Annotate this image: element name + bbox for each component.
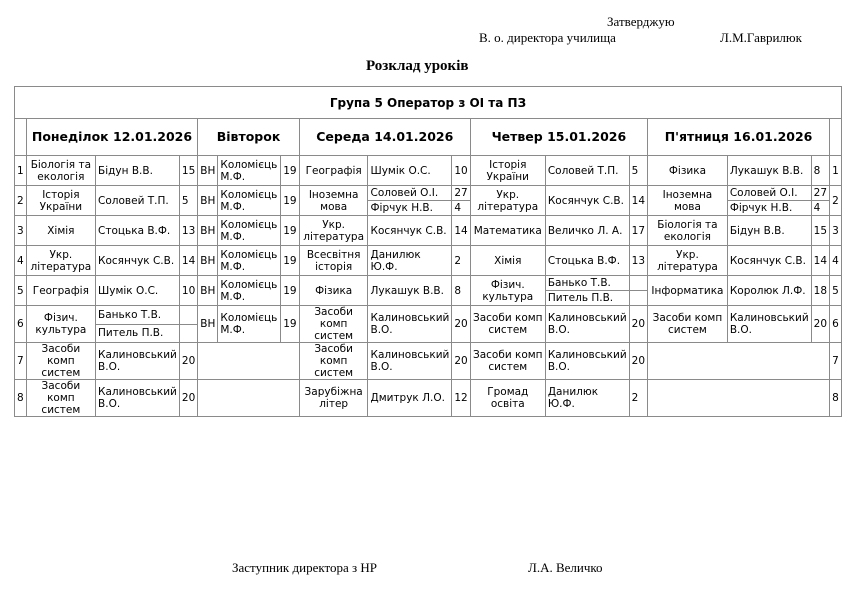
wed-room: 27 <box>452 186 470 201</box>
lesson-number: 6 <box>15 306 27 343</box>
thu-teacher: Калиновський В.О. <box>545 343 629 380</box>
lesson-number-right: 5 <box>830 276 842 306</box>
lesson-number-right: 7 <box>830 343 842 380</box>
lesson-number: 7 <box>15 343 27 380</box>
thu-subject: Історія України <box>470 156 545 186</box>
thu-teacher: Данилюк Ю.Ф. <box>545 380 629 417</box>
day-header-wednesday: Середа 14.01.2026 <box>299 119 470 156</box>
wed-room: 2 <box>452 246 470 276</box>
mon-subject: Укр. література <box>26 246 95 276</box>
wed-teacher-2: Фірчук Н.В. <box>368 201 452 216</box>
wed-subject: Засоби комп систем <box>299 343 368 380</box>
mon-teacher: Стоцька В.Ф. <box>96 216 180 246</box>
footer-name: Л.А. Величко <box>528 560 603 575</box>
day-header-tuesday: Вівторок <box>198 119 300 156</box>
thu-teacher: Соловей Т.П. <box>545 156 629 186</box>
wed-teacher: Косянчук С.В. <box>368 216 452 246</box>
mon-teacher-2: Питель П.В. <box>96 324 180 343</box>
fri-room: 15 <box>811 216 829 246</box>
tuesday-room: 19 <box>281 276 300 306</box>
mon-teacher: Косянчук С.В. <box>96 246 180 276</box>
corner-cell-right <box>830 119 842 156</box>
page-title: Розклад уроків <box>366 58 469 74</box>
wed-room: 20 <box>452 343 470 380</box>
fri-subject: Укр. література <box>648 246 728 276</box>
mon-subject: Географія <box>26 276 95 306</box>
mon-room: 5 <box>179 186 197 216</box>
wed-subject: Укр. література <box>299 216 368 246</box>
lesson-row <box>15 246 842 276</box>
mon-teacher: Калиновський В.О. <box>96 380 180 417</box>
thu-teacher: Банько Т.В. <box>545 276 629 291</box>
mon-room: 10 <box>179 276 197 306</box>
wed-teacher: Шумік О.С. <box>368 156 452 186</box>
mon-room: 14 <box>179 246 197 276</box>
thu-room: 17 <box>629 216 647 246</box>
mon-subject: Фізич. культура <box>26 306 95 343</box>
thu-subject: Укр. література <box>470 186 545 216</box>
lesson-number-right: 4 <box>830 246 842 276</box>
lesson-row <box>15 156 842 186</box>
fri-subject: Інформатика <box>648 276 728 306</box>
day-header-thursday: Четвер 15.01.2026 <box>470 119 647 156</box>
wed-room-2: 4 <box>452 201 470 216</box>
thu-room: 20 <box>629 306 647 343</box>
day-header-monday: Понеділок 12.01.2026 <box>26 119 198 156</box>
lesson-number: 5 <box>15 276 27 306</box>
wed-subject: Всесвітня історія <box>299 246 368 276</box>
fri-teacher: Калиновський В.О. <box>727 306 811 343</box>
fri-teacher: Королюк Л.Ф. <box>727 276 811 306</box>
mon-room: 13 <box>179 216 197 246</box>
mon-teacher: Банько Т.В. <box>96 306 180 325</box>
wed-teacher: Калиновський В.О. <box>368 306 452 343</box>
empty-cell <box>198 380 300 417</box>
mon-subject: Засоби комп систем <box>26 380 95 417</box>
wed-subject: Географія <box>299 156 368 186</box>
tuesday-teacher: Коломієць М.Ф. <box>218 156 281 186</box>
lesson-number: 2 <box>15 186 27 216</box>
fri-subject: Біологія та екологія <box>648 216 728 246</box>
mon-teacher: Калиновський В.О. <box>96 343 180 380</box>
tuesday-teacher: Коломієць М.Ф. <box>218 246 281 276</box>
fri-room: 14 <box>811 246 829 276</box>
director-role: В. о. директора училища <box>479 30 616 45</box>
fri-teacher: Соловей О.І. <box>727 186 811 201</box>
thu-subject: Громад освіта <box>470 380 545 417</box>
tuesday-room: 19 <box>281 156 300 186</box>
mon-subject: Засоби комп систем <box>26 343 95 380</box>
thu-subject: Засоби комп систем <box>470 306 545 343</box>
mon-room-2 <box>179 324 197 343</box>
tuesday-room: 19 <box>281 186 300 216</box>
thu-room: 5 <box>629 156 647 186</box>
wed-room: 10 <box>452 156 470 186</box>
lesson-row <box>15 343 842 380</box>
approval-label: Затверджую <box>607 14 675 29</box>
tuesday-teacher: Коломієць М.Ф. <box>218 216 281 246</box>
lesson-number: 3 <box>15 216 27 246</box>
mon-teacher: Соловей Т.П. <box>96 186 180 216</box>
fri-teacher: Косянчук С.В. <box>727 246 811 276</box>
fri-teacher: Бідун В.В. <box>727 216 811 246</box>
fri-room: 27 <box>811 186 829 201</box>
fri-teacher: Лукашук В.В. <box>727 156 811 186</box>
schedule-table <box>14 86 842 417</box>
thu-teacher-2: Питель П.В. <box>545 291 629 306</box>
tuesday-teacher: Коломієць М.Ф. <box>218 276 281 306</box>
thu-room: 13 <box>629 246 647 276</box>
thu-subject: Засоби комп систем <box>470 343 545 380</box>
lesson-number: 1 <box>15 156 27 186</box>
lesson-row <box>15 216 842 246</box>
tuesday-mark: ВН <box>198 276 218 306</box>
lesson-number-right: 6 <box>830 306 842 343</box>
mon-teacher: Шумік О.С. <box>96 276 180 306</box>
lesson-row <box>15 306 842 325</box>
wed-room: 12 <box>452 380 470 417</box>
lesson-number-right: 1 <box>830 156 842 186</box>
wed-room: 8 <box>452 276 470 306</box>
thu-teacher: Калиновський В.О. <box>545 306 629 343</box>
day-header-friday: П'ятниця 16.01.2026 <box>648 119 830 156</box>
wed-room: 14 <box>452 216 470 246</box>
tuesday-mark: ВН <box>198 216 218 246</box>
lesson-number-right: 2 <box>830 186 842 216</box>
lesson-number: 4 <box>15 246 27 276</box>
mon-room: 15 <box>179 156 197 186</box>
fri-room: 20 <box>811 306 829 343</box>
fri-room: 8 <box>811 156 829 186</box>
thu-teacher: Стоцька В.Ф. <box>545 246 629 276</box>
mon-teacher: Бідун В.В. <box>96 156 180 186</box>
tuesday-teacher: Коломієць М.Ф. <box>218 186 281 216</box>
wed-subject: Іноземна мова <box>299 186 368 216</box>
wed-subject: Зарубіжна літер <box>299 380 368 417</box>
thu-teacher: Величко Л. А. <box>545 216 629 246</box>
thu-subject: Математика <box>470 216 545 246</box>
tuesday-mark: ВН <box>198 156 218 186</box>
mon-room <box>179 306 197 325</box>
tuesday-mark: ВН <box>198 246 218 276</box>
tuesday-mark: ВН <box>198 306 218 343</box>
lesson-row <box>15 276 842 291</box>
wed-teacher: Данилюк Ю.Ф. <box>368 246 452 276</box>
wed-subject: Засоби комп систем <box>299 306 368 343</box>
wed-subject: Фізика <box>299 276 368 306</box>
mon-room: 20 <box>179 380 197 417</box>
mon-subject: Хімія <box>26 216 95 246</box>
director-name: Л.М.Гаврилюк <box>720 30 802 45</box>
thu-teacher: Косянчук С.В. <box>545 186 629 216</box>
tuesday-room: 19 <box>281 216 300 246</box>
group-title: Група 5 Оператор з ОІ та ПЗ <box>15 87 842 119</box>
thu-subject: Фізич. культура <box>470 276 545 306</box>
fri-subject: Фізика <box>648 156 728 186</box>
lesson-row <box>15 380 842 417</box>
wed-teacher: Соловей О.І. <box>368 186 452 201</box>
thu-subject: Хімія <box>470 246 545 276</box>
empty-cell <box>648 380 830 417</box>
lesson-number-right: 3 <box>830 216 842 246</box>
corner-cell <box>15 119 27 156</box>
tuesday-teacher: Коломієць М.Ф. <box>218 306 281 343</box>
thu-room: 14 <box>629 186 647 216</box>
wed-room: 20 <box>452 306 470 343</box>
mon-subject: Біологія та екологія <box>26 156 95 186</box>
thu-room-2 <box>629 291 647 306</box>
mon-subject: Історія України <box>26 186 95 216</box>
fri-subject: Іноземна мова <box>648 186 728 216</box>
fri-subject: Засоби комп систем <box>648 306 728 343</box>
thu-room: 2 <box>629 380 647 417</box>
wed-teacher: Лукашук В.В. <box>368 276 452 306</box>
lesson-number: 8 <box>15 380 27 417</box>
empty-cell <box>648 343 830 380</box>
empty-cell <box>198 343 300 380</box>
tuesday-room: 19 <box>281 246 300 276</box>
thu-room: 20 <box>629 343 647 380</box>
lesson-number-right: 8 <box>830 380 842 417</box>
wed-teacher: Калиновський В.О. <box>368 343 452 380</box>
tuesday-room: 19 <box>281 306 300 343</box>
fri-room-2: 4 <box>811 201 829 216</box>
fri-room: 18 <box>811 276 829 306</box>
wed-teacher: Дмитрук Л.О. <box>368 380 452 417</box>
footer-role: Заступник директора з НР <box>232 560 378 575</box>
thu-room <box>629 276 647 291</box>
tuesday-mark: ВН <box>198 186 218 216</box>
mon-room: 20 <box>179 343 197 380</box>
fri-teacher-2: Фірчук Н.В. <box>727 201 811 216</box>
lesson-row <box>15 186 842 201</box>
